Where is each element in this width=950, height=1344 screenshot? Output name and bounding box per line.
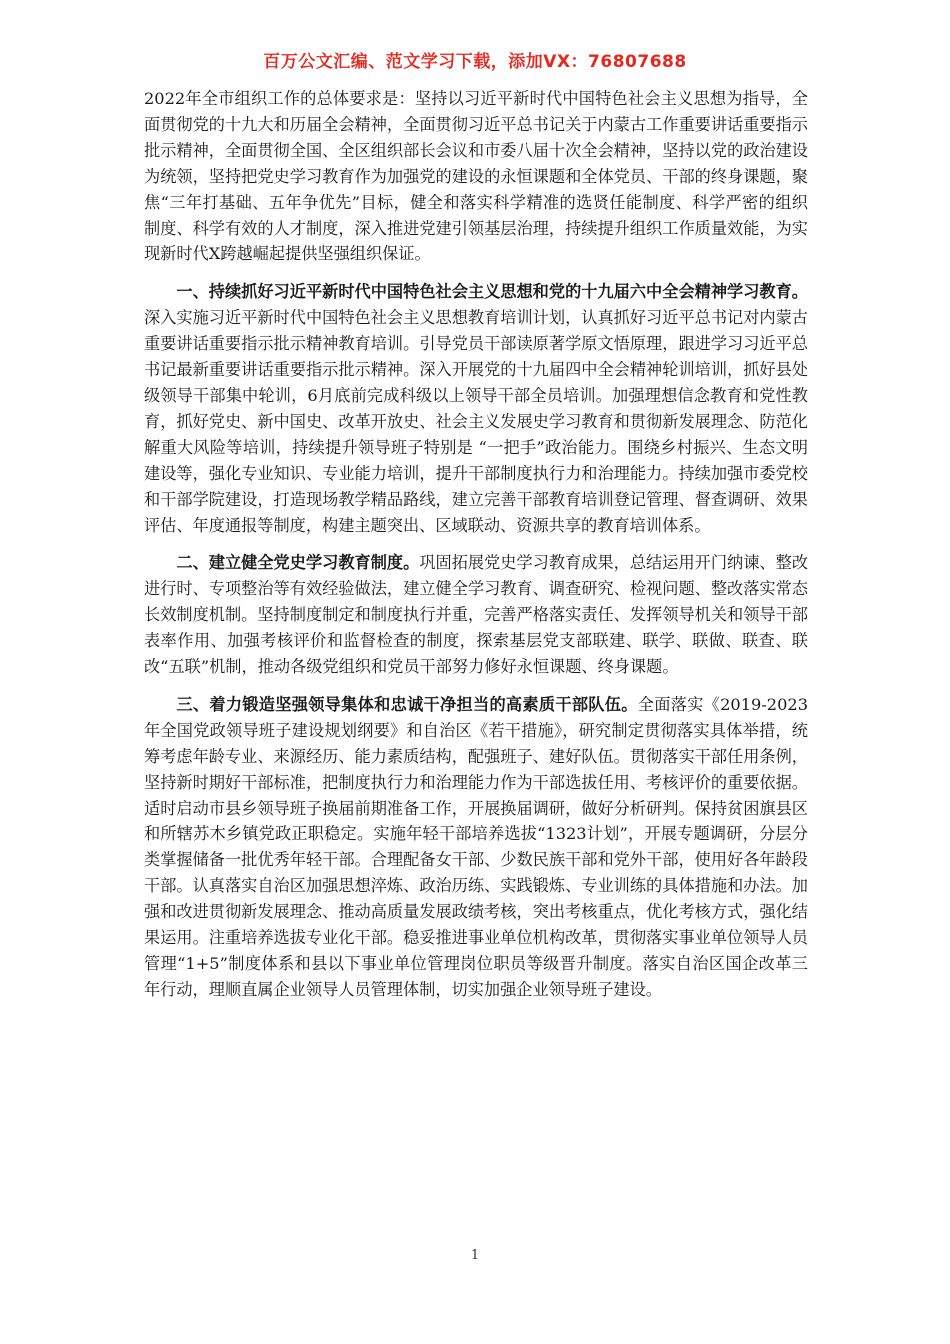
header-banner: 百万公文汇编、范文学习下载，添加VX：76807688	[263, 52, 687, 72]
section-1-body: 深入实施习近平新时代中国特色社会主义思想教育培训计划，认真抓好习近平总书记对内蒙古重要讲话重要指示批示精神教育培训。引导党员干部读原著学原文悟原理，跟进学习习近平总书记最新重要讲话重要指示批示精神。深入开展党的十九届四中全会精神轮训培训，抓好县处级领导干部集中轮训，6月底前完成科级以上领导干部全员培训。加强理想信念教育和党性教育，抓好党史、新中国史、改革开放史、社会主义发展史学习教育和贯彻新发展理念、防范化解重大风险等培训，持续提升领导班子特别是 “一把手”政治能力。围绕乡村振兴、生态文明建设等，强化专业知识、专业能力培训，提升干部制度执行力和治理能力。持续加强市委党校和干部学院建设，打造现场教学精品路线，建立完善干部教育培训登记管理、督查调研、效果评估、年度通报等制度，构建主题突出、区域联动、资源共享的教育培训体系。	[144, 308, 808, 535]
intro-paragraph: 2022年全市组织工作的总体要求是：坚持以习近平新时代中国特色社会主义思想为指导，全面贯彻党的十九大和历届全会精神，全面贯彻习近平总书记关于内蒙古工作重要讲话重要指示批示精神，全面贯彻全国、全区组织部长会议和市委八届十次全会精神，坚持以党的政治建设为统领，坚持把党史学习教育作为加强党的建设的永恒课题和全体党员、干部的终身课题，聚焦“三年打基础、五年争优先”目标，健全和落实科学精准的选贤任能制度、科学严密的组织制度、科学有效的人才制度，深入推进党建引领基层治理，持续提升组织工作质量效能，为实现新时代X跨越崛起提供坚强组织保证。	[144, 89, 808, 264]
section-3-heading: 三、着力锻造坚强领导集体和忠诚干净担当的高素质干部队伍。	[176, 694, 638, 714]
section-3-body: 全面落实《2019-2023年全国党政领导班子建设规划纲要》和自治区《若干措施》，研究制定贯彻落实具体举措，统筹考虑年龄专业、来源经历、能力素质结构，配强班子、建好队伍。贯彻落实干部任用条例，坚持新时期好干部标准，把制度执行力和治理能力作为干部选拔任用、考核评价的重要依据。适时启动市县乡领导班子换届前期准备工作，开展换届调研，做好分析研判。保持贫困旗县区和所辖苏木乡镇党政正职稳定。实施年轻干部培养选拔“1323计划”，开展专题调研，分层分类掌握储备一批优秀年轻干部。合理配备女干部、少数民族干部和党外干部，使用好各年龄段干部。认真落实自治区加强思想淬炼、政治历练、实践锻炼、专业训练的具体措施和办法。加强和改进贯彻新发展理念、推动高质量发展政绩考核，突出考核重点，优化考核方式，强化结果运用。注重培养选拔专业化干部。稳妥推进事业单位机构改革，贯彻落实事业单位领导人员管理“1+5”制度体系和县以下事业单位管理岗位职员等级晋升制度。落实自治区国企改革三年行动，理顺直属企业领导人员管理体制，切实加强企业领导班子建设。	[144, 694, 808, 999]
section-3-paragraph	[144, 692, 808, 1003]
section-2-body: 巩固拓展党史学习教育成果，总结运用开门纳谏、整改进行时、专项整治等有效经验做法，建立健全学习教育、调查研究、检视问题、整改落实常态长效制度机制。坚持制度制定和制度执行并重，完善严格落实责任、发挥领导机关和领导干部表率作用、加强考核评价和监督检查的制度，探索基层党支部联建、联学、联做、联查、联改“五联”机制，推动各级党组织和党员干部努力修好永恒课题、终身课题。	[144, 553, 809, 677]
document-body	[144, 86, 808, 1003]
page-number: 1	[470, 1248, 480, 1263]
section-2-heading: 二、建立健全党史学习教育制度。	[176, 553, 420, 573]
section-1-heading: 一、持续抓好习近平新时代中国特色社会主义思想和党的十九届六中全会精神学习教育。	[176, 282, 808, 302]
section-2-paragraph	[144, 550, 808, 680]
section-1-paragraph	[144, 279, 808, 538]
